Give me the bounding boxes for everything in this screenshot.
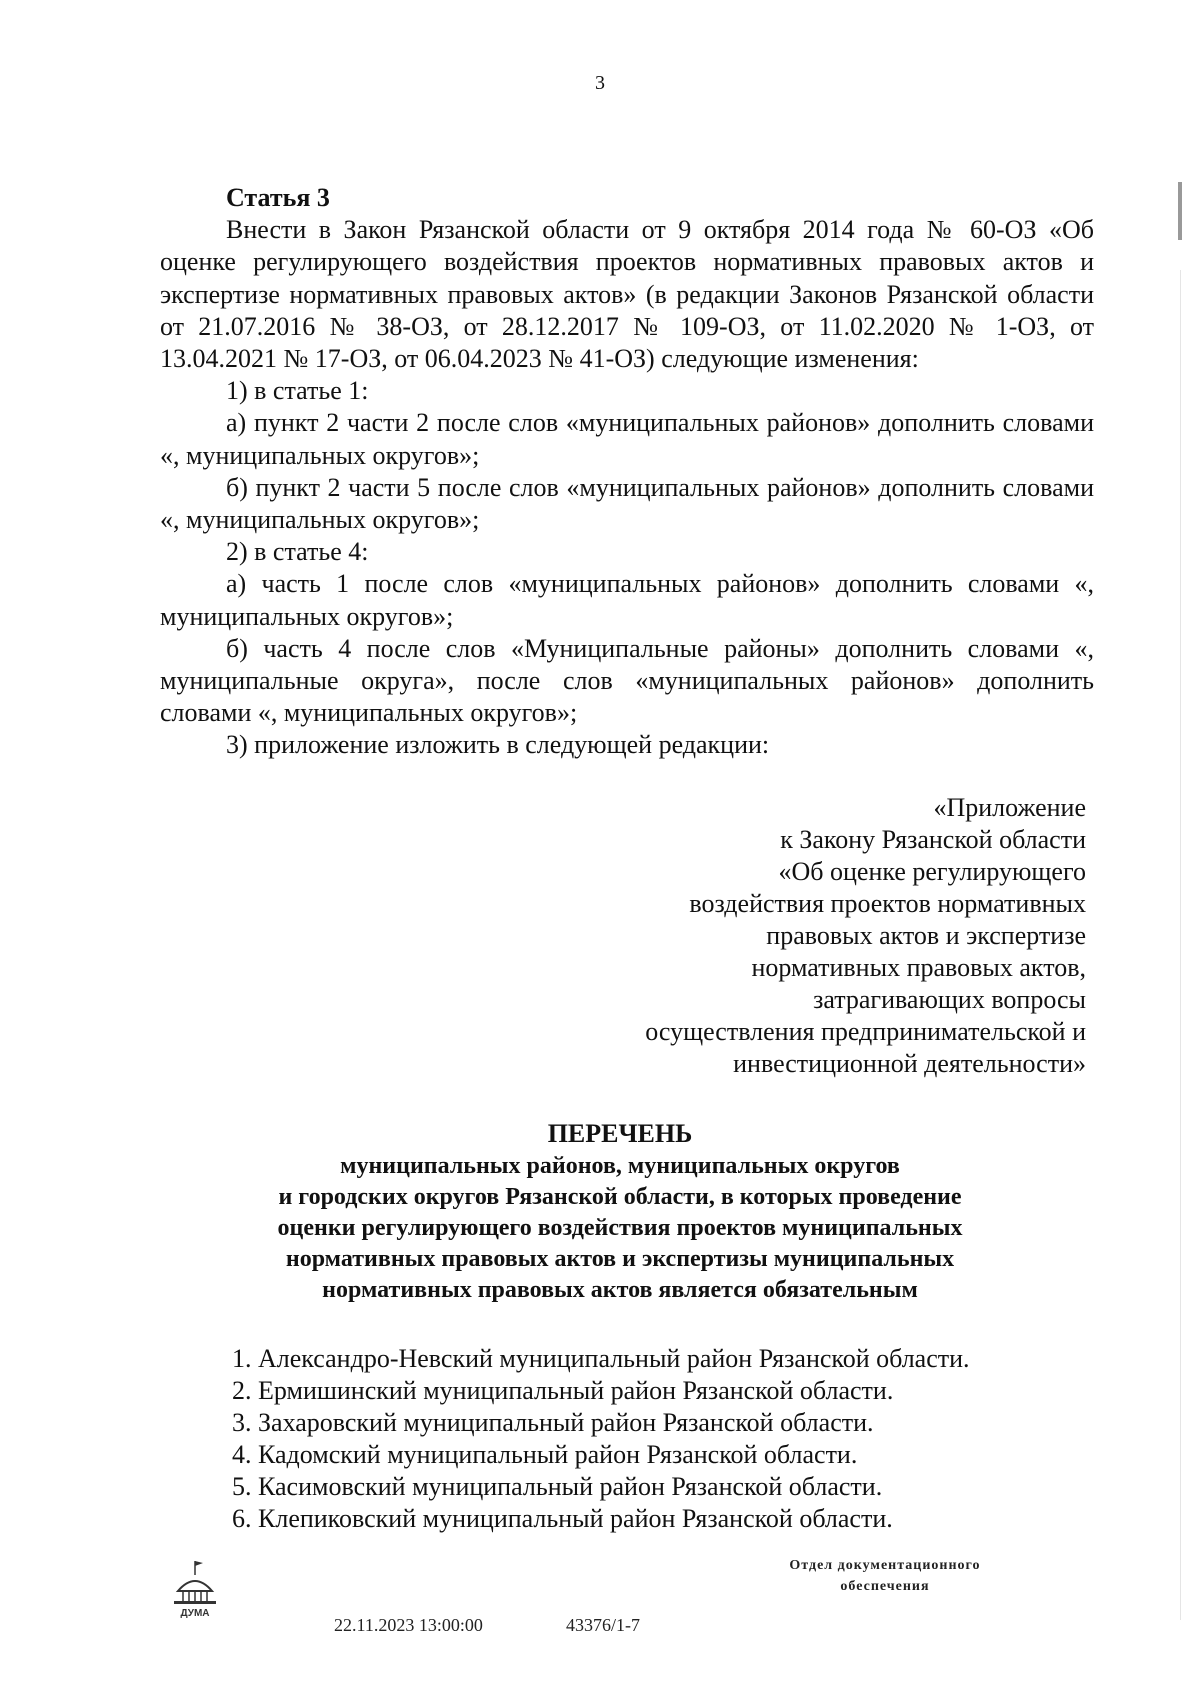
footer-number: 43376/1-7 — [566, 1615, 640, 1635]
scan-artifact — [1180, 270, 1181, 1620]
list-subtitle-line: нормативных правовых актов и экспертизы муниципальных — [285, 1246, 955, 1272]
appendix-line: инвестиционной деятельности» — [733, 1049, 1086, 1078]
article-item: а) часть 1 после слов «муниципальных районов» дополнить словами «, муниципальных округов»; — [160, 569, 1094, 631]
appendix-line: правовых актов и экспертизе — [766, 921, 1086, 950]
appendix-line: нормативных правовых актов, — [751, 953, 1086, 982]
list-item: 2. Ермишинский муниципальный район Рязанской области. — [232, 1376, 894, 1405]
article-intro: Внести в Закон Рязанской области от 9 октября 2014 года № 60-ОЗ «Об оценке регулирующего воздействия проектов нормативных правовых актов и экспертизе нормативных правовых актов» (в редакции Законов Рязанской области от 21.07.2016 № 38-ОЗ, от 28.12.2017 № 109-ОЗ, от 11.02.2020 № 1-ОЗ, от 13.04.2021 № 17-ОЗ, от 06.04.2023 № 41-ОЗ) следующие изменения: — [160, 215, 1094, 374]
page-number: 3 — [595, 72, 605, 94]
footer-department — [740, 1555, 1030, 1597]
list-heading — [150, 1117, 1090, 1306]
article-item: 2) в статье 4: — [226, 537, 369, 567]
list-subtitle-line: нормативных правовых актов является обязательным — [322, 1277, 918, 1303]
duma-logo — [168, 1557, 222, 1619]
appendix-line: «Об оценке регулирующего — [778, 857, 1086, 886]
appendix-line: к Закону Рязанской области — [780, 825, 1086, 854]
logo-text: ДУМА — [180, 1608, 210, 1619]
department-line: Отдел документационного — [789, 1558, 981, 1573]
appendix-note — [540, 792, 1086, 1080]
footer-date: 22.11.2023 13:00:00 — [334, 1615, 483, 1635]
list-item: 5. Касимовский муниципальный район Рязанской области. — [232, 1472, 883, 1501]
list-item: 1. Александро-Невский муниципальный район Рязанской области. — [232, 1344, 970, 1373]
scan-artifact — [1178, 182, 1182, 240]
article-title: Статья 3 — [226, 183, 330, 212]
article-item: 1) в статье 1: — [226, 376, 369, 406]
list-title: ПЕРЕЧЕНЬ — [547, 1119, 693, 1148]
article-item: а) пункт 2 части 2 после слов «муниципальных районов» дополнить словами «, муниципальных округов»; — [160, 408, 1094, 470]
list-item: 4. Кадомский муниципальный район Рязанской области. — [232, 1440, 858, 1469]
article-section — [160, 182, 1094, 762]
district-list — [232, 1343, 1092, 1535]
list-subtitle-line: и городских округов Рязанской области, в которых проведение — [278, 1184, 962, 1210]
list-item: 3. Захаровский муниципальный район Рязанской области. — [232, 1408, 874, 1437]
appendix-line: воздействия проектов нормативных — [689, 889, 1086, 918]
department-line: обеспечения — [840, 1579, 930, 1594]
list-subtitle-line: оценки регулирующего воздействия проектов муниципальных — [277, 1215, 963, 1241]
article-item: б) часть 4 после слов «Муниципальные районы» дополнить словами «, муниципальные округа», после слов «муниципальных районов» дополнить словами «, муниципальных округов»; — [160, 633, 1094, 728]
list-item: 6. Клепиковский муниципальный район Рязанской области. — [232, 1504, 893, 1533]
article-item: б) пункт 2 части 5 после слов «муниципальных районов» дополнить словами «, муниципальных округов»; — [160, 472, 1094, 535]
appendix-line: затрагивающих вопросы — [813, 985, 1086, 1014]
appendix-line: «Приложение — [933, 793, 1086, 822]
appendix-line: осуществления предпринимательской и — [645, 1017, 1086, 1046]
article-item: 3) приложение изложить в следующей редакции: — [226, 730, 770, 760]
list-subtitle-line: муниципальных районов, муниципальных округов — [340, 1153, 900, 1179]
